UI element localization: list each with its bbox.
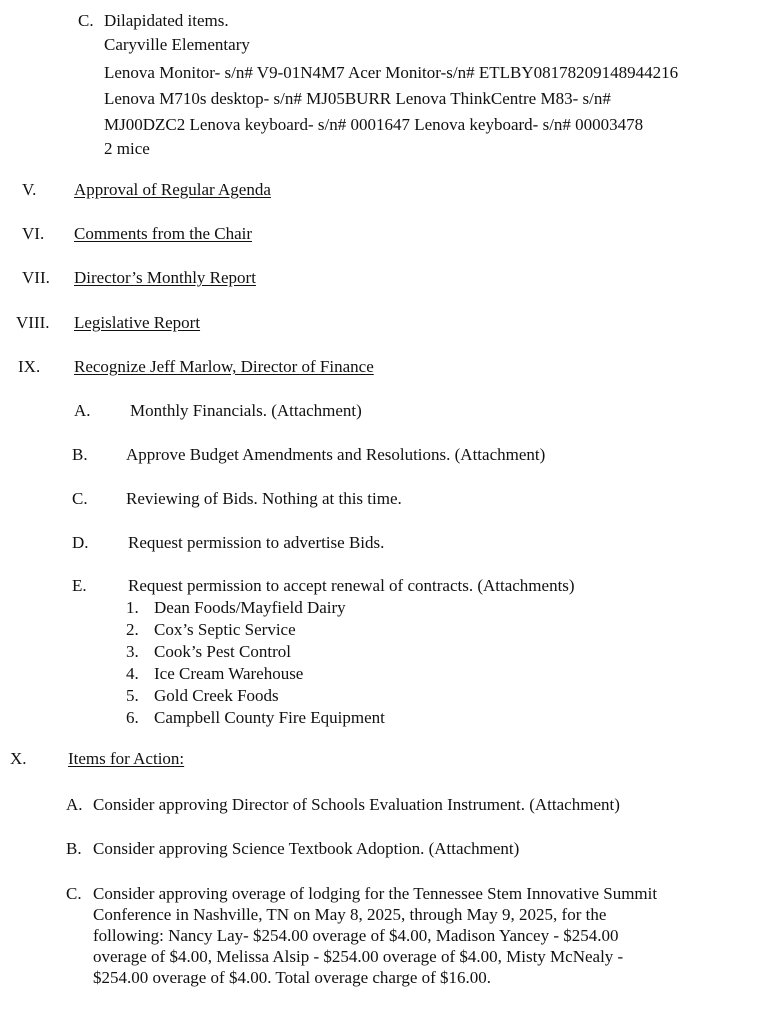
paragraph-line: Conference in Nashville, TN on May 8, 2025, through May 9, 2025, for the	[93, 905, 607, 924]
vendor-name: Ice Cream Warehouse	[154, 664, 304, 683]
section-title: Recognize Jeff Marlow, Director of Finance	[74, 357, 374, 376]
list-number: 6.	[126, 708, 139, 727]
list-number: 4.	[126, 664, 139, 683]
section-title: Director’s Monthly Report	[74, 268, 256, 287]
list-number: 1.	[126, 598, 139, 617]
item-text: Request permission to advertise Bids.	[128, 533, 385, 552]
dilapidated-title: Dilapidated items.	[104, 11, 229, 30]
vendor-name: Cox’s Septic Service	[154, 620, 296, 639]
section-numeral: IX.	[18, 357, 41, 376]
equipment-line: Lenova M710s desktop- s/n# MJ05BURR Lenova ThinkCentre M83- s/n#	[104, 89, 611, 108]
section-numeral: V.	[22, 180, 37, 199]
paragraph-line: Consider approving overage of lodging for the Tennessee Stem Innovative Summit	[93, 884, 658, 903]
item-text: Consider approving Director of Schools Evaluation Instrument. (Attachment)	[93, 795, 620, 814]
item-paragraph	[93, 883, 733, 988]
item-text: Approve Budget Amendments and Resolutions. (Attachment)	[126, 445, 546, 464]
section-numeral: VI.	[22, 224, 45, 243]
item-text: Reviewing of Bids. Nothing at this time.	[126, 489, 402, 508]
list-number: 3.	[126, 642, 139, 661]
equipment-line: 2 mice	[104, 139, 150, 158]
equipment-line: MJ00DZC2 Lenova keyboard- s/n# 0001647 Lenova keyboard- s/n# 00003478	[104, 115, 644, 134]
school-name: Caryville Elementary	[104, 35, 250, 54]
item-letter: A.	[66, 795, 83, 814]
list-number: 5.	[126, 686, 139, 705]
item-letter: C.	[66, 884, 82, 903]
item-text: Consider approving Science Textbook Adoption. (Attachment)	[93, 839, 520, 858]
item-text: Monthly Financials. (Attachment)	[130, 401, 362, 420]
section-title: Comments from the Chair	[74, 224, 253, 243]
item-letter: D.	[72, 533, 89, 552]
paragraph-line: overage of $4.00, Melissa Alsip - $254.00 overage of $4.00, Misty McNealy -	[93, 947, 624, 966]
section-title: Items for Action:	[68, 749, 185, 768]
equipment-line: Lenova Monitor- s/n# V9-01N4M7 Acer Monitor-s/n# ETLBY08178209148944216	[104, 63, 679, 82]
section-numeral: VIII.	[16, 313, 50, 332]
section-numeral: X.	[10, 749, 27, 768]
vendor-name: Gold Creek Foods	[154, 686, 279, 705]
vendor-name: Cook’s Pest Control	[154, 642, 291, 661]
list-number: 2.	[126, 620, 139, 639]
item-letter: A.	[74, 401, 91, 420]
paragraph-line: $254.00 overage of $4.00. Total overage charge of $16.00.	[93, 968, 492, 987]
section-title: Legislative Report	[74, 313, 201, 332]
item-letter: E.	[72, 576, 87, 595]
item-text: Request permission to accept renewal of contracts. (Attachments)	[128, 576, 575, 595]
vendor-name: Dean Foods/Mayfield Dairy	[154, 598, 346, 617]
item-letter: C.	[72, 489, 88, 508]
section-numeral: VII.	[22, 268, 50, 287]
item-letter: C.	[78, 11, 94, 30]
item-letter: B.	[72, 445, 88, 464]
vendor-name: Campbell County Fire Equipment	[154, 708, 385, 727]
item-letter: B.	[66, 839, 82, 858]
paragraph-line: following: Nancy Lay- $254.00 overage of $4.00, Madison Yancey - $254.00	[93, 926, 619, 945]
section-title: Approval of Regular Agenda	[74, 180, 271, 199]
